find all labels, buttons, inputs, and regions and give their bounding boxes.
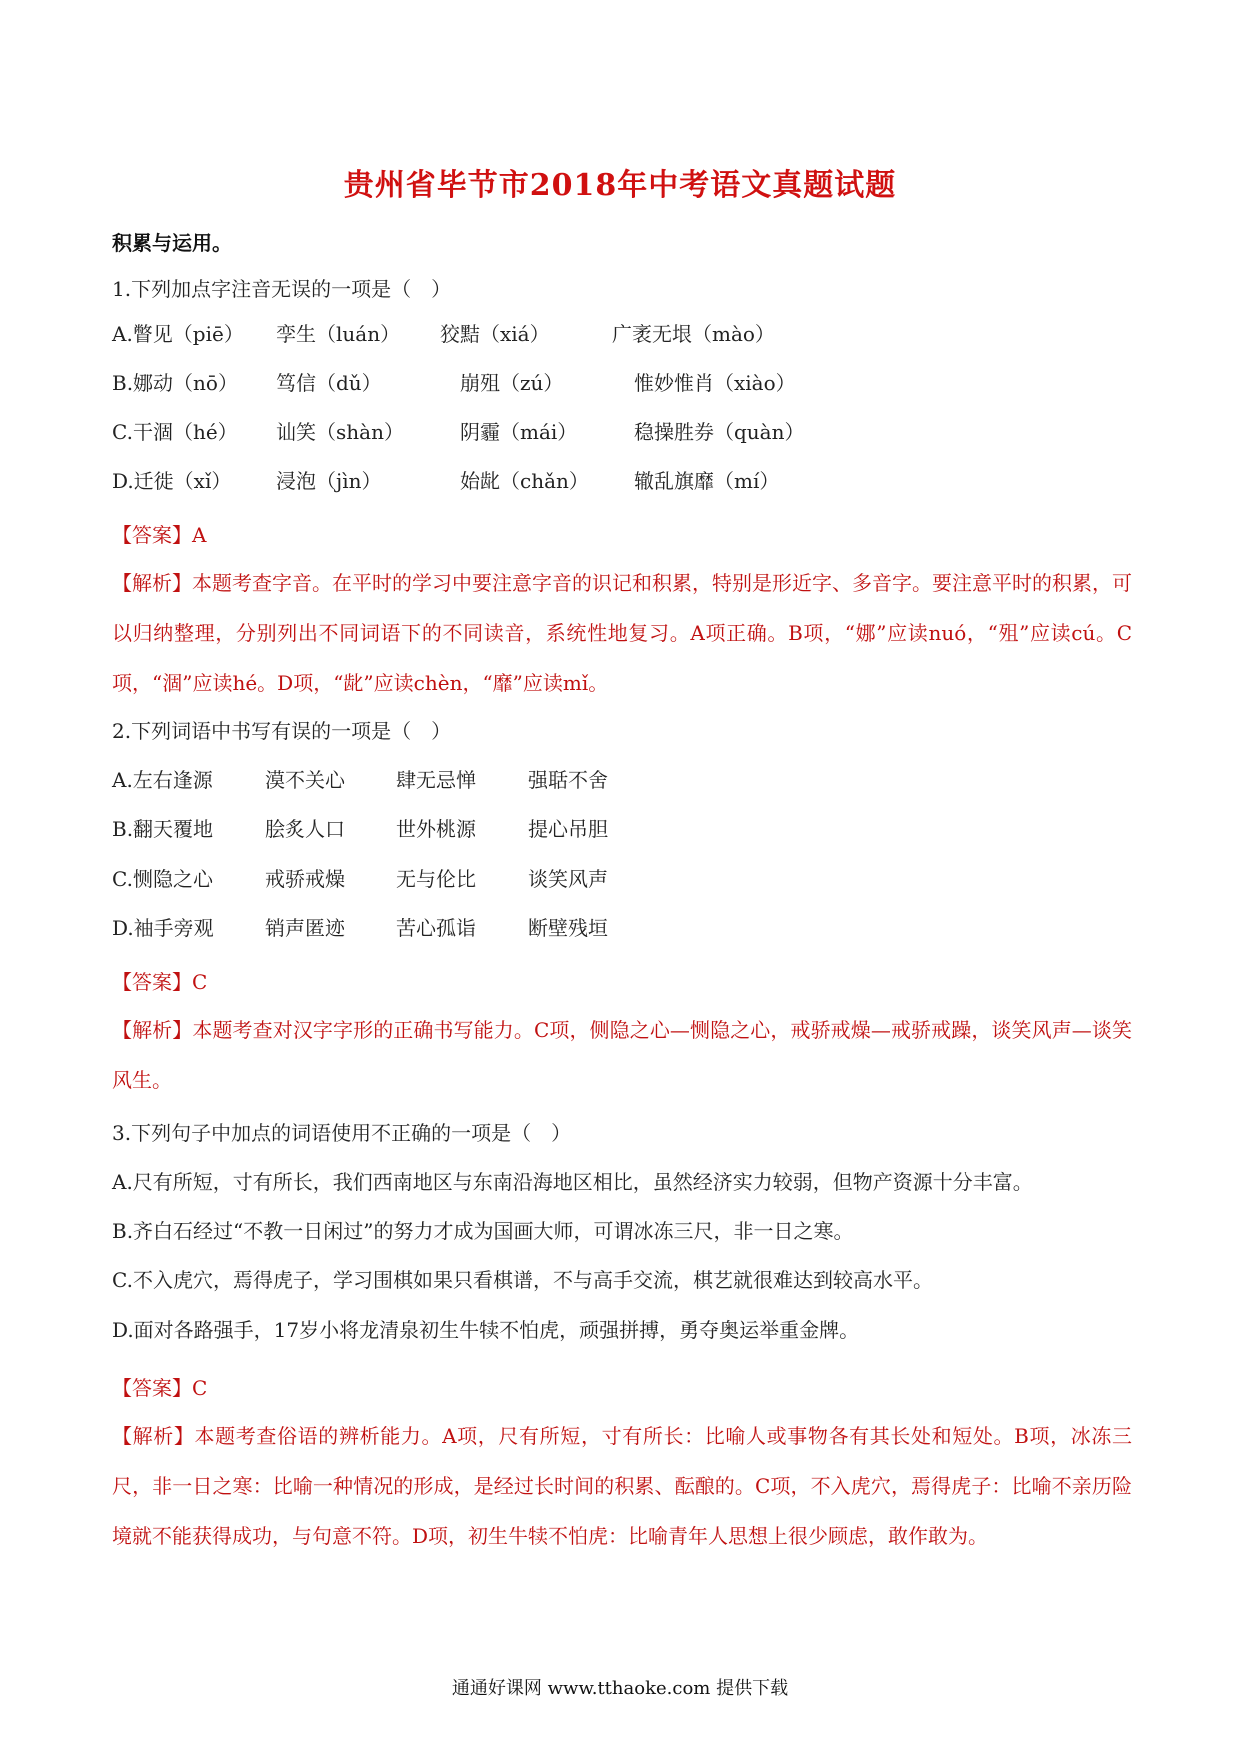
q1-option-a-1: A.瞥见（piē）: [112, 322, 244, 346]
q1-option-c-1: C.干涸（hé）: [112, 420, 238, 444]
q1-option-c-2: 讪笑（shàn）: [276, 420, 404, 444]
q2-option-b-3: 世外桃源: [396, 817, 476, 841]
section-heading: 积累与运用。: [112, 231, 232, 255]
q2-option-d-2: 销声匿迹: [265, 916, 345, 940]
q1-option-d-1: D.迁徙（xǐ）: [112, 469, 232, 493]
analysis-text: 本题考查字音。在平时的学习中要注意字音的识记和积累，特别是形近字、多音字。要注意平时的积累，可以归纳整理，分别列出不同词语下的不同读音，系统性地复习。A项正确。B项，“娜”应读nuó，“殂”应读cú。C项，“涸”应读hé。D项，“龀”应读chèn，“靡”应读mǐ。: [112, 571, 1132, 695]
q2-option-d-1: D.袖手旁观: [112, 916, 214, 940]
question-2-stem: 2.下列词语中书写有误的一项是（ ）: [112, 719, 452, 743]
q3-answer: [112, 1375, 207, 1401]
q2-option-b-1: B.翻天覆地: [112, 817, 214, 841]
q2-option-d-4: 断壁残垣: [528, 916, 608, 940]
q2-option-c-2: 戒骄戒燥: [265, 867, 345, 891]
answer-value: C: [192, 1376, 208, 1400]
analysis-tag: 【解析】: [112, 571, 192, 595]
answer-tag: 【答案】: [112, 970, 192, 994]
q2-option-a-2: 漠不关心: [265, 768, 345, 792]
q1-option-b-4: 惟妙惟肖（xiào）: [634, 371, 796, 395]
answer-tag: 【答案】: [112, 523, 192, 547]
analysis-tag: 【解析】: [112, 1018, 193, 1042]
q2-option-b-2: 脍炙人口: [265, 817, 345, 841]
q1-option-a-2: 孪生（luán）: [276, 322, 401, 346]
q2-option-a-4: 强聒不舍: [528, 768, 608, 792]
q3-option-d: D.面对各路强手，17岁小将龙清泉初生牛犊不怕虎，顽强拼搏，勇夺奥运举重金牌。: [112, 1318, 860, 1342]
q2-option-a-3: 肆无忌惮: [396, 768, 476, 792]
q3-analysis: [112, 1411, 1132, 1561]
analysis-text: 本题考查对汉字字形的正确书写能力。C项，侧隐之心—恻隐之心，戒骄戒燥—戒骄戒躁，谈笑风声—谈笑风生。: [112, 1018, 1132, 1092]
q2-option-c-1: C.恻隐之心: [112, 867, 213, 891]
q2-option-b-4: 提心吊胆: [528, 817, 608, 841]
analysis-tag: 【解析】: [112, 1424, 195, 1448]
question-3-stem: 3.下列句子中加点的词语使用不正确的一项是（ ）: [112, 1121, 572, 1145]
q1-option-d-2: 浸泡（jìn）: [276, 469, 382, 493]
question-1-stem: 1.下列加点字注音无误的一项是（ ）: [112, 277, 452, 301]
q3-option-a: A.尺有所短，寸有所长，我们西南地区与东南沿海地区相比，虽然经济实力较弱，但物产资源十分丰富。: [112, 1170, 1033, 1194]
q1-option-c-3: 阴霾（mái）: [460, 420, 578, 444]
answer-value: C: [192, 970, 208, 994]
q1-answer: [112, 522, 206, 548]
analysis-text: 本题考查俗语的辨析能力。A项，尺有所短，寸有所长：比喻人或事物各有其长处和短处。B项，冰冻三尺，非一日之寒：比喻一种情况的形成，是经过长时间的积累、酝酿的。C项，不入虎穴，焉得虎子：比喻不亲历险境就不能获得成功，与句意不符。D项，初生牛犊不怕虎：比喻青年人思想上很少顾虑，敢作敢为。: [112, 1424, 1133, 1548]
answer-tag: 【答案】: [112, 1376, 192, 1400]
q2-analysis: [112, 1005, 1132, 1105]
q2-option-c-4: 谈笑风声: [528, 867, 608, 891]
q2-option-a-1: A.左右逢源: [112, 768, 213, 792]
q1-option-b-2: 笃信（dǔ）: [276, 371, 382, 395]
footer-source: 通通好课网 www.tthaoke.com 提供下载: [451, 1678, 789, 1699]
q1-option-b-1: B.娜动（nō）: [112, 371, 238, 395]
q1-option-a-4: 广袤无垠（mào）: [612, 322, 775, 346]
q2-option-c-3: 无与伦比: [396, 867, 476, 891]
page-title: 贵州省毕节市2018年中考语文真题试题: [343, 168, 897, 203]
q3-option-b: B.齐白石经过“不教一日闲过”的努力才成为国画大师，可谓冰冻三尺，非一日之寒。: [112, 1219, 854, 1243]
q3-option-c: C.不入虎穴，焉得虎子，学习围棋如果只看棋谱，不与高手交流，棋艺就很难达到较高水平。: [112, 1268, 933, 1292]
q1-analysis: [112, 558, 1132, 708]
q1-option-b-3: 崩殂（zú）: [460, 371, 564, 395]
q1-option-d-4: 辙乱旗靡（mí）: [634, 469, 780, 493]
q1-option-a-3: 狡黠（xiá）: [440, 322, 550, 346]
q2-answer: [112, 969, 207, 995]
q1-option-d-3: 始龀（chǎn）: [460, 469, 589, 493]
answer-value: A: [192, 523, 207, 547]
q1-option-c-4: 稳操胜券（quàn）: [634, 420, 805, 444]
q2-option-d-3: 苦心孤诣: [396, 916, 476, 940]
